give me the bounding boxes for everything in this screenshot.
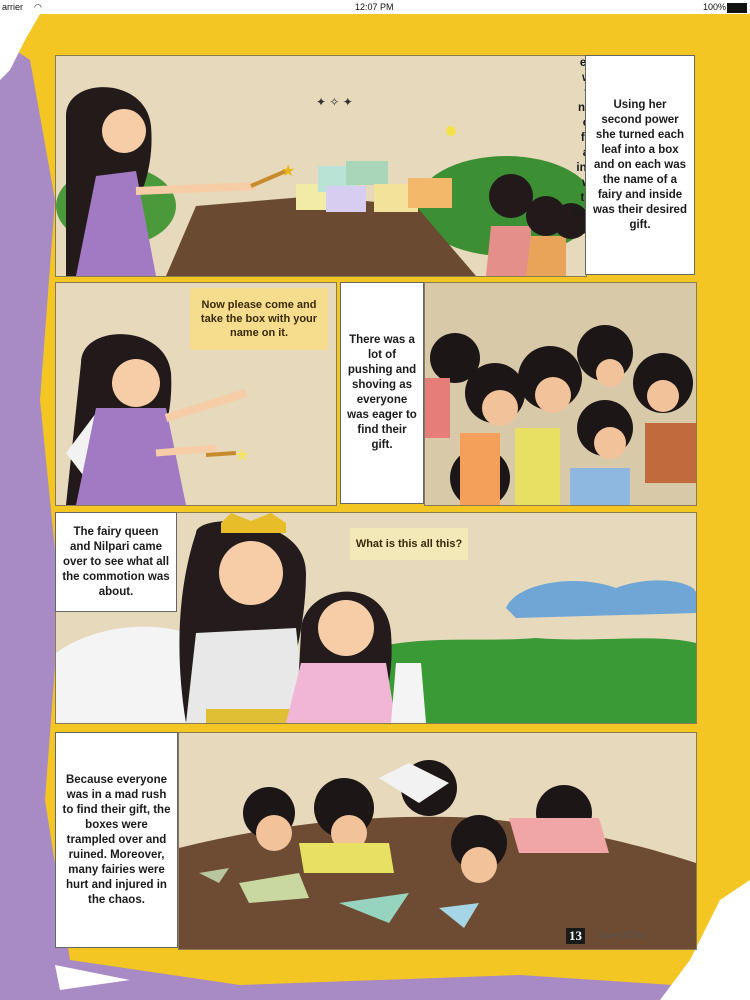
speech-bubble-queen: What is this all this? xyxy=(350,528,468,560)
battery-percent: 100% xyxy=(703,2,727,12)
panel-2b-illustration xyxy=(425,283,696,505)
speech-bubble-fairy: Now please come and take the box with your name on it. xyxy=(190,288,328,350)
svg-text:★: ★ xyxy=(281,163,296,180)
panel-4-illustration xyxy=(179,733,696,949)
comic-panel-4 xyxy=(178,732,697,950)
narration-box-2: There was a lot of pushing and shoving as everyone was eager to find their gift. xyxy=(340,282,424,504)
issue-date: June 2016 xyxy=(598,929,643,941)
svg-text:✦ ✧ ✦: ✦ ✧ ✦ xyxy=(316,95,353,109)
clock: 12:07 PM xyxy=(355,2,394,12)
narration-box-4: Because everyone was in a mad rush to find their gift, the boxes were trampled over and ruined. Moreover, many fairies were hurt and injured in the chaos. xyxy=(55,732,178,948)
carrier-label: arrier xyxy=(2,2,24,12)
wifi-icon: ◠ xyxy=(34,2,42,12)
panel-1-illustration xyxy=(56,56,586,276)
comic-panel-1 xyxy=(55,55,587,277)
narration-box-3: The fairy queen and Nilpari came over to see what all the commotion was about. xyxy=(55,512,177,612)
svg-text:★: ★ xyxy=(234,445,251,465)
page-number: 13 xyxy=(566,928,585,944)
battery-icon xyxy=(727,3,747,13)
comic-panel-2b xyxy=(424,282,697,506)
narration-box-1: Using her second power she turned each leaf into a box and on each was the name of a fairy and inside was their desired gift. xyxy=(585,55,695,275)
status-bar xyxy=(0,0,750,14)
